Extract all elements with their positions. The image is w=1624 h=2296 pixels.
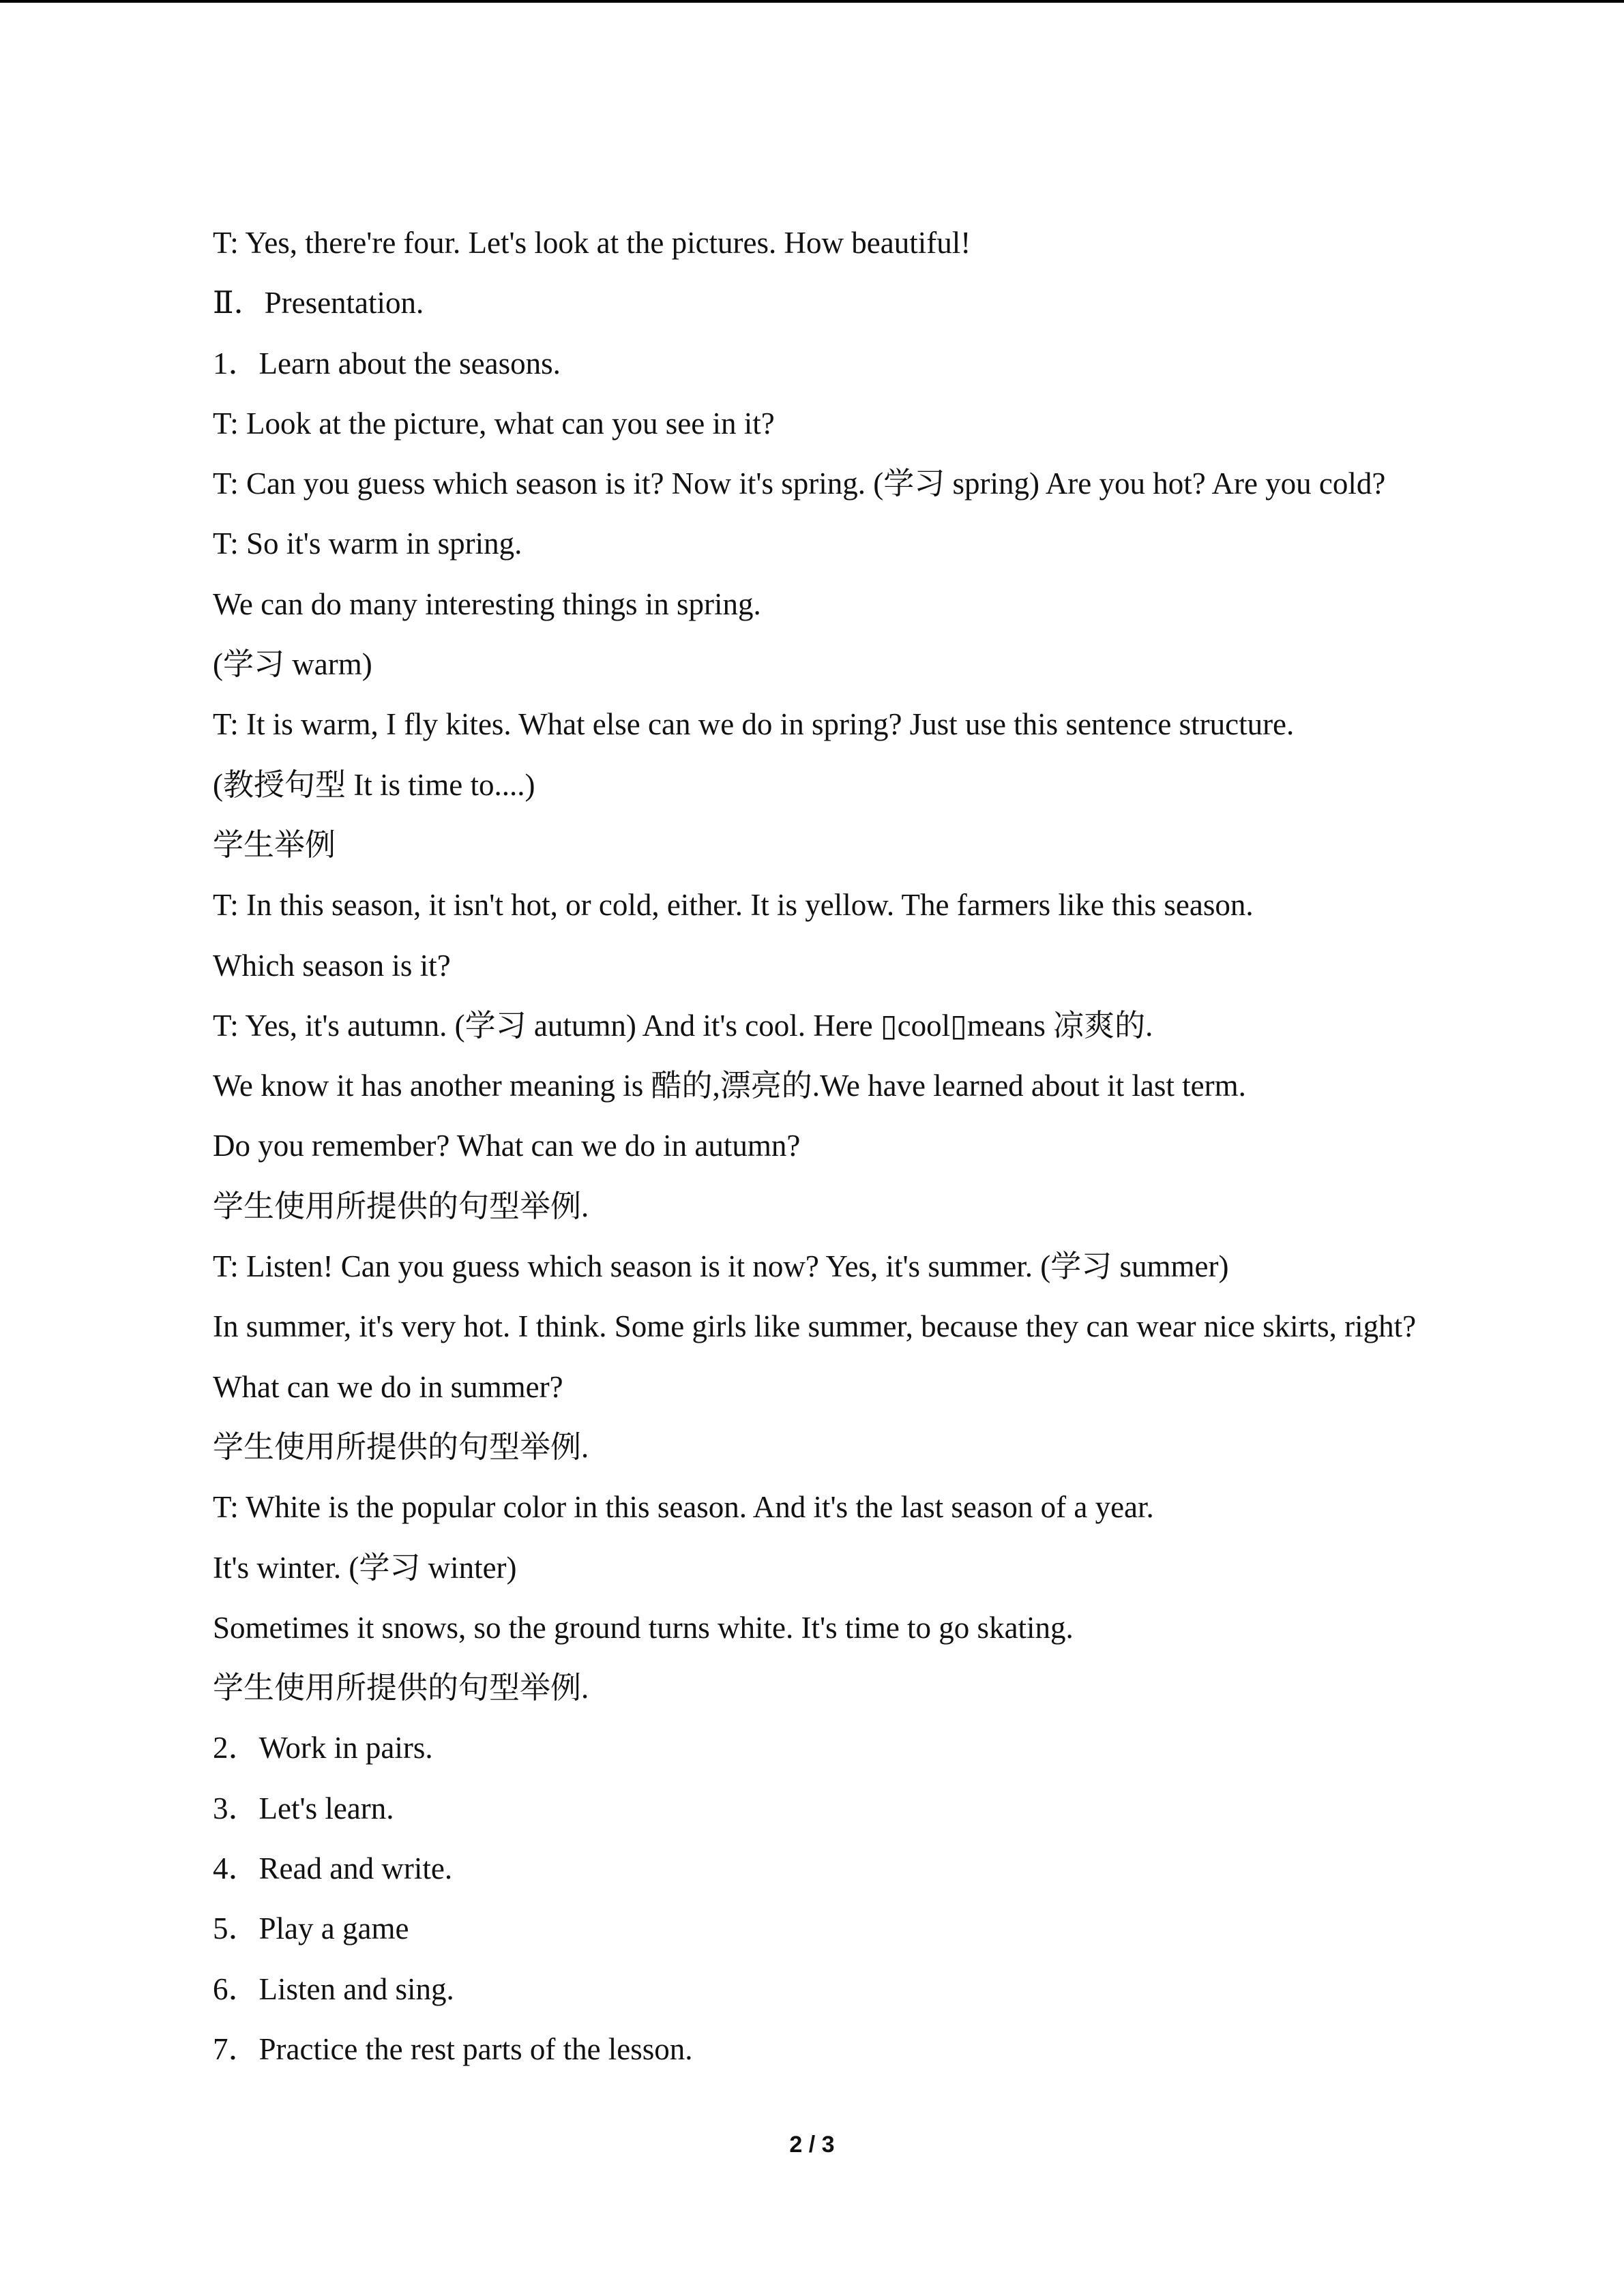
text-line: 学生使用所提供的句型举例. bbox=[213, 1429, 589, 1464]
text-line: (教授句型 It is time to....) bbox=[213, 767, 535, 802]
text-line: It's winter. (学习 winter) bbox=[213, 1550, 517, 1585]
text-line: 学生使用所提供的句型举例. bbox=[213, 1189, 589, 1223]
list-item: 2．Work in pairs. bbox=[213, 1731, 433, 1765]
list-item: 7．Practice the rest parts of the lesson. bbox=[213, 2031, 693, 2066]
text-line: What can we do in summer? bbox=[213, 1369, 563, 1404]
document-body bbox=[213, 213, 1509, 2079]
text-line: (学习 warm) bbox=[213, 647, 372, 682]
list-item: 4．Read and write. bbox=[213, 1851, 453, 1886]
text-line: T: White is the popular color in this season. And it's the last season of a year. bbox=[213, 1490, 1154, 1525]
text-line: In summer, it's very hot. I think. Some girls like summer, because they can wear nice skirts, right? bbox=[213, 1309, 1417, 1344]
text-line: We know it has another meaning is 酷的,漂亮的.We have learned about it last term. bbox=[213, 1069, 1246, 1103]
text-line: 学生举例 bbox=[213, 827, 336, 862]
text-line: T: It is warm, I fly kites. What else can we do in spring? Just use this sentence structure. bbox=[213, 707, 1295, 742]
text-line: T: Listen! Can you guess which season is it now? Yes, it's summer. (学习 summer) bbox=[213, 1249, 1229, 1284]
text-line: We can do many interesting things in spring. bbox=[213, 586, 761, 621]
text-line: T: Can you guess which season is it? Now it's spring. (学习 spring) Are you hot? Are you cold? bbox=[213, 466, 1386, 501]
top-border-line bbox=[0, 0, 1624, 3]
text-line: T: Yes, it's autumn. (学习 autumn) And it's cool. Here ▯cool▯means 凉爽的. bbox=[213, 1008, 1153, 1043]
section-heading-presentation: Ⅱ．Presentation. bbox=[213, 286, 424, 320]
list-item: 6．Listen and sing. bbox=[213, 1971, 454, 2006]
text-line: Which season is it? bbox=[213, 948, 451, 983]
list-item: 3．Let's learn. bbox=[213, 1791, 394, 1825]
text-line: T: Look at the picture, what can you see in it? bbox=[213, 406, 775, 441]
text-line: 学生使用所提供的句型举例. bbox=[213, 1671, 589, 1705]
page-number: 2 / 3 bbox=[789, 2132, 835, 2158]
text-line: T: Yes, there're four. Let's look at the pictures. How beautiful! bbox=[213, 226, 971, 260]
list-item: 5．Play a game bbox=[213, 1911, 409, 1946]
list-item-heading: 1．Learn about the seasons. bbox=[213, 346, 561, 381]
text-line: Do you remember? What can we do in autumn? bbox=[213, 1129, 801, 1163]
text-line: T: So it's warm in spring. bbox=[213, 526, 522, 561]
text-line: T: In this season, it isn't hot, or cold, either. It is yellow. The farmers like this season. bbox=[213, 888, 1254, 923]
text-line: Sometimes it snows, so the ground turns white. It's time to go skating. bbox=[213, 1610, 1074, 1645]
